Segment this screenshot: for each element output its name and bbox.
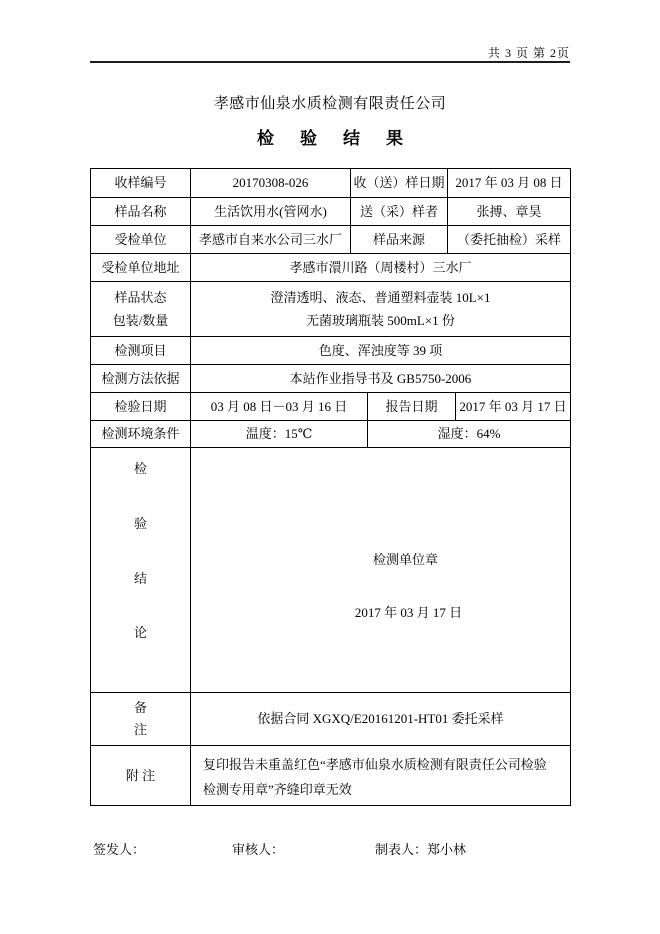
test-method-label: 检测方法依据 — [91, 365, 191, 393]
table-row — [91, 198, 571, 226]
receipt-date-value: 2017 年 03 月 08 日 — [448, 169, 571, 198]
conclusion-label-char: 检 — [133, 461, 147, 476]
conclusion-label — [91, 448, 191, 693]
unit-address-value: 孝感市澴川路（周楼村）三水厂 — [191, 254, 571, 282]
env-temperature-value: 温度：15℃ — [191, 421, 368, 448]
remark-value: 依据合同 XGXQ/E20161201-HT01 委托采样 — [191, 693, 571, 746]
report-title: 检验结果 — [257, 129, 429, 148]
sample-source-label: 样品来源 — [351, 226, 448, 254]
test-method-value: 本站作业指导书及 GB5750-2006 — [191, 365, 571, 393]
note-value: 复印报告未重盖红色“孝感市仙泉水质检测有限责任公司检验检测专用章”齐缝印章无效 — [191, 746, 571, 806]
conclusion-date: 2017 年 03 月 17 日 — [354, 605, 463, 620]
sample-state-label — [91, 282, 191, 337]
test-date-value: 03 月 08 日－03 月 16 日 — [191, 393, 368, 421]
table-row — [91, 169, 571, 198]
sampler-value: 张搏、章昊 — [448, 198, 571, 226]
conclusion-row — [91, 448, 571, 693]
remark-label-char: 备 — [133, 699, 147, 715]
table-row — [91, 254, 571, 282]
results-table — [90, 168, 571, 806]
test-items-value: 色度、浑浊度等 39 项 — [191, 337, 571, 365]
table-row — [91, 393, 571, 421]
page-number: 共 3 页 第 2页 — [487, 46, 570, 60]
sample-source-value: （委托抽检）采样 — [448, 226, 571, 254]
sample-state-label-line1: 样品状态 — [114, 289, 167, 305]
remark-row — [91, 693, 571, 746]
remark-label-char: 注 — [133, 722, 147, 737]
receipt-no-label: 收样编号 — [91, 169, 191, 198]
table-row — [91, 337, 571, 365]
table-row — [91, 226, 571, 254]
unit-stamp-placeholder: 检测单位章 — [372, 552, 438, 567]
remark-label — [91, 693, 191, 746]
sample-state-value-line2: 无菌玻璃瓶装 500mL×1 份 — [306, 312, 455, 328]
test-date-label: 检验日期 — [91, 393, 191, 421]
unit-address-label: 受检单位地址 — [91, 254, 191, 282]
sample-state-label-line2: 包装/数量 — [112, 312, 169, 328]
receipt-date-label: 收（送）样日期 — [351, 169, 448, 198]
sample-state-value — [191, 282, 571, 337]
test-items-label: 检测项目 — [91, 337, 191, 365]
company-title: 孝感市仙泉水质检测有限责任公司 — [213, 96, 447, 112]
env-humidity-value: 湿度：64% — [368, 421, 571, 448]
sampler-label: 送（采）样者 — [351, 198, 448, 226]
issuer-label: 签发人： — [93, 842, 146, 857]
receipt-no-value: 20170308-026 — [191, 169, 351, 198]
conclusion-label-char: 验 — [133, 515, 147, 531]
note-label: 附 注 — [91, 746, 191, 806]
sample-name-value: 生活饮用水(管网水) — [191, 198, 351, 226]
report-date-value: 2017 年 03 月 17 日 — [456, 393, 571, 421]
sample-state-value-line1: 澄清透明、液态、普通塑料壶装 10L×1 — [270, 289, 491, 305]
inspected-unit-value: 孝感市自来水公司三水厂 — [191, 226, 351, 254]
conclusion-label-char: 结 — [133, 570, 147, 586]
inspected-unit-label: 受检单位 — [91, 226, 191, 254]
table-row — [91, 282, 571, 337]
note-row — [91, 746, 571, 806]
preparer-label: 制表人：郑小林 — [375, 842, 467, 857]
sample-name-label: 样品名称 — [91, 198, 191, 226]
report-date-label: 报告日期 — [368, 393, 456, 421]
env-condition-label: 检测环境条件 — [91, 421, 191, 448]
table-row — [91, 365, 571, 393]
reviewer-label: 审核人： — [232, 842, 285, 857]
header-divider — [90, 61, 570, 63]
table-row — [91, 421, 571, 448]
conclusion-content — [191, 448, 571, 693]
conclusion-label-char: 论 — [133, 625, 147, 641]
